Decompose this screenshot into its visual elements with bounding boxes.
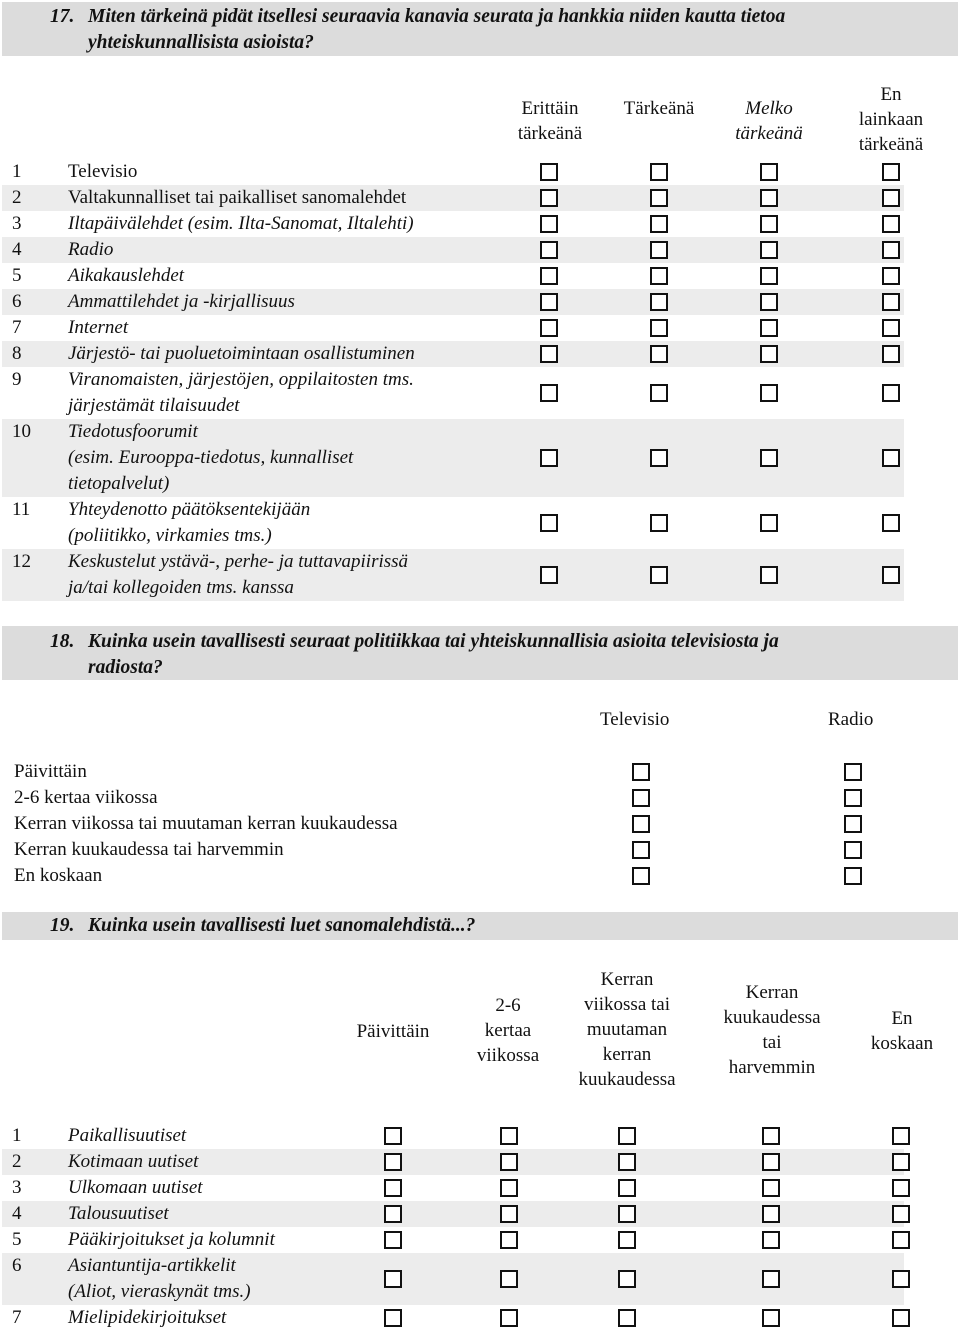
q17-row12-option1-checkbox[interactable] (540, 566, 558, 584)
q17-col-1: Erittäin tärkeänä (517, 98, 583, 144)
q17-row9-option3-checkbox[interactable] (760, 384, 778, 402)
q17-row-number: 12 (12, 551, 31, 572)
q17-row7-option4-checkbox[interactable] (882, 319, 900, 337)
q18-number: 18. (50, 631, 75, 652)
q19-row-label: Mielipidekirjoitukset (68, 1307, 227, 1328)
q19-row7-option4-checkbox[interactable] (762, 1309, 780, 1327)
q19-row-label: Pääkirjoitukset ja kolumnit (68, 1229, 275, 1250)
q17-row7-option1-checkbox[interactable] (540, 319, 558, 337)
q19-row1-option3-checkbox[interactable] (618, 1127, 636, 1145)
q17-row10-option4-checkbox[interactable] (882, 449, 900, 467)
q19-col-3: Kerran viikossa tai muutaman kerran kuukaudessa (578, 969, 676, 1090)
q17-row8-option2-checkbox[interactable] (650, 345, 668, 363)
q18-row-label: Kerran kuukaudessa tai harvemmin (14, 839, 284, 860)
q17-row-label: Iltapäivälehdet (esim. Ilta-Sanomat, Iltalehti) (68, 213, 414, 234)
q19-row5-option1-checkbox[interactable] (384, 1231, 402, 1249)
q19-row7-option2-checkbox[interactable] (500, 1309, 518, 1327)
q17-row-label: Järjestö- tai puoluetoimintaan osallistuminen (68, 343, 415, 364)
q17-row8-option3-checkbox[interactable] (760, 345, 778, 363)
q17-title-line2: yhteiskunnallisista asioista? (88, 32, 314, 53)
q17-row1-option4-checkbox[interactable] (882, 163, 900, 181)
q19-row-number: 6 (12, 1255, 22, 1276)
q17-row2-option4-checkbox[interactable] (882, 189, 900, 207)
q18-row2-radio-checkbox[interactable] (844, 789, 862, 807)
q19-row-number: 5 (12, 1229, 22, 1250)
q17-row-label: Ammattilehdet ja -kirjallisuus (68, 291, 295, 312)
q17-row5-option2-checkbox[interactable] (650, 267, 668, 285)
q19-row1-option4-checkbox[interactable] (762, 1127, 780, 1145)
q17-row4-option2-checkbox[interactable] (650, 241, 668, 259)
q18-row3-radio-checkbox[interactable] (844, 815, 862, 833)
q19-row-label: Talousuutiset (68, 1203, 169, 1224)
q17-row-label: Yhteydenotto päätöksentekijään (poliitikko, virkamies tms.) (68, 499, 311, 546)
q17-row3-option2-checkbox[interactable] (650, 215, 668, 233)
q17-row-number: 11 (12, 499, 31, 520)
q17-row2-option1-checkbox[interactable] (540, 189, 558, 207)
q17-row-label: Aikakauslehdet (68, 265, 185, 286)
q19-row4-option1-checkbox[interactable] (384, 1205, 402, 1223)
q18-row2-tv-checkbox[interactable] (632, 789, 650, 807)
q19-row-label: Asiantuntija-artikkelit (Aliot, vieraskynät tms.) (68, 1255, 251, 1302)
q18-col-radio: Radio (828, 709, 874, 730)
q17-col-2: Tärkeänä (623, 98, 695, 119)
q17-row11-option4-checkbox[interactable] (882, 514, 900, 532)
q17-row12-option2-checkbox[interactable] (650, 566, 668, 584)
q18-row-label: Päivittäin (14, 761, 87, 782)
q19-row2-option2-checkbox[interactable] (500, 1153, 518, 1171)
q17-row12-option3-checkbox[interactable] (760, 566, 778, 584)
q17-row-number: 10 (12, 421, 31, 442)
q17-row12-option4-checkbox[interactable] (882, 566, 900, 584)
q19-row7-option3-checkbox[interactable] (618, 1309, 636, 1327)
q17-row-label: Keskustelut ystävä-, perhe- ja tuttavapiirissä ja/tai kollegoiden tms. kanssa (68, 551, 409, 598)
q18-row5-radio-checkbox[interactable] (844, 867, 862, 885)
q17-row11-option3-checkbox[interactable] (760, 514, 778, 532)
q17-row9-option1-checkbox[interactable] (540, 384, 558, 402)
q17-row-label: Radio (68, 239, 114, 260)
q19-row4-option3-checkbox[interactable] (618, 1205, 636, 1223)
q17-row-number: 8 (12, 343, 22, 364)
q19-row7-option1-checkbox[interactable] (384, 1309, 402, 1327)
q19-col-2: 2-6 kertaa viikossa (476, 995, 540, 1066)
q17-row10-option3-checkbox[interactable] (760, 449, 778, 467)
q17-row-number: 6 (12, 291, 22, 312)
q19-row2-option3-checkbox[interactable] (618, 1153, 636, 1171)
q18-row4-tv-checkbox[interactable] (632, 841, 650, 859)
q17-row-label: Televisio (68, 161, 138, 182)
q17-title-line1: Miten tärkeinä pidät itsellesi seuraavia kanavia seurata ja hankkia niiden kautta tietoa (88, 6, 786, 27)
q17-row-number: 5 (12, 265, 22, 286)
q19-title-line1: Kuinka usein tavallisesti luet sanomalehdistä...? (88, 915, 476, 936)
q17-row5-option1-checkbox[interactable] (540, 267, 558, 285)
q18-title-line2: radiosta? (88, 657, 163, 678)
q17-col-3: Melko tärkeänä (735, 98, 803, 144)
q19-row-label: Paikallisuutiset (68, 1125, 187, 1146)
q17-row8-option1-checkbox[interactable] (540, 345, 558, 363)
q17-row3-option3-checkbox[interactable] (760, 215, 778, 233)
q19-col-5: En koskaan (870, 1008, 934, 1054)
q19-row5-option3-checkbox[interactable] (618, 1231, 636, 1249)
q17-row6-option4-checkbox[interactable] (882, 293, 900, 311)
q19-row-number: 7 (12, 1307, 22, 1328)
q19-row3-option5-checkbox[interactable] (892, 1179, 910, 1197)
q18-row5-tv-checkbox[interactable] (632, 867, 650, 885)
q17-row3-option1-checkbox[interactable] (540, 215, 558, 233)
q17-row-label: Viranomaisten, järjestöjen, oppilaitosten tms. järjestämät tilaisuudet (68, 369, 414, 416)
q17-col-4: En lainkaan tärkeänä (858, 84, 924, 155)
q17-row-number: 7 (12, 317, 22, 338)
q19-row6-option2-checkbox[interactable] (500, 1270, 518, 1288)
q17-number: 17. (50, 6, 75, 27)
q19-row-number: 4 (12, 1203, 22, 1224)
q17-row11-option2-checkbox[interactable] (650, 514, 668, 532)
q17-row9-option2-checkbox[interactable] (650, 384, 668, 402)
q19-col-4: Kerran kuukaudessa tai harvemmin (723, 982, 821, 1078)
q19-row6-option5-checkbox[interactable] (892, 1270, 910, 1288)
q17-row7-option3-checkbox[interactable] (760, 319, 778, 337)
q19-row1-option1-checkbox[interactable] (384, 1127, 402, 1145)
q19-row1-option2-checkbox[interactable] (500, 1127, 518, 1145)
q17-row1-option2-checkbox[interactable] (650, 163, 668, 181)
q17-row-label: Internet (68, 317, 129, 338)
q18-row1-radio-checkbox[interactable] (844, 763, 862, 781)
q17-row6-option2-checkbox[interactable] (650, 293, 668, 311)
q17-row-label: Tiedotusfoorumit (esim. Eurooppa-tiedotus, kunnalliset tietopalvelut) (68, 421, 354, 494)
q18-col-tv: Televisio (600, 709, 670, 730)
q19-row-label: Kotimaan uutiset (68, 1151, 199, 1172)
q19-row5-option4-checkbox[interactable] (762, 1231, 780, 1249)
q17-row-label: Valtakunnalliset tai paikalliset sanomalehdet (68, 187, 407, 208)
q19-col-1: Päivittäin (356, 1021, 430, 1042)
q19-row-number: 3 (12, 1177, 22, 1198)
q17-row-number: 9 (12, 369, 22, 390)
q19-row5-option2-checkbox[interactable] (500, 1231, 518, 1249)
q19-row3-option4-checkbox[interactable] (762, 1179, 780, 1197)
q17-row6-option3-checkbox[interactable] (760, 293, 778, 311)
q19-row3-option2-checkbox[interactable] (500, 1179, 518, 1197)
q17-row4-option3-checkbox[interactable] (760, 241, 778, 259)
q17-row4-option4-checkbox[interactable] (882, 241, 900, 259)
q17-row11-option1-checkbox[interactable] (540, 514, 558, 532)
q19-row2-option4-checkbox[interactable] (762, 1153, 780, 1171)
q17-row10-option2-checkbox[interactable] (650, 449, 668, 467)
q19-row2-option5-checkbox[interactable] (892, 1153, 910, 1171)
q17-header (2, 2, 958, 56)
q17-row5-option4-checkbox[interactable] (882, 267, 900, 285)
q17-row2-option3-checkbox[interactable] (760, 189, 778, 207)
q18-row-label: En koskaan (14, 865, 103, 886)
q19-row6-option1-checkbox[interactable] (384, 1270, 402, 1288)
q18-row-label: Kerran viikossa tai muutaman kerran kuukaudessa (14, 813, 398, 834)
q17-row2-option2-checkbox[interactable] (650, 189, 668, 207)
q17-row-number: 2 (12, 187, 22, 208)
q19-number: 19. (50, 915, 75, 936)
q19-row7-option5-checkbox[interactable] (892, 1309, 910, 1327)
q19-row5-option5-checkbox[interactable] (892, 1231, 910, 1249)
q19-row4-option2-checkbox[interactable] (500, 1205, 518, 1223)
q19-row-number: 2 (12, 1151, 22, 1172)
q17-row10-option1-checkbox[interactable] (540, 449, 558, 467)
q18-title-line1: Kuinka usein tavallisesti seuraat politiikkaa tai yhteiskunnallisia asioita televisiosta ja (88, 631, 779, 652)
q19-row1-option5-checkbox[interactable] (892, 1127, 910, 1145)
q17-row6-option1-checkbox[interactable] (540, 293, 558, 311)
q19-row-number: 1 (12, 1125, 22, 1146)
q18-row-label: 2-6 kertaa viikossa (14, 787, 158, 808)
q19-row3-option3-checkbox[interactable] (618, 1179, 636, 1197)
q18-row4-radio-checkbox[interactable] (844, 841, 862, 859)
q19-row6-option4-checkbox[interactable] (762, 1270, 780, 1288)
q17-row-number: 1 (12, 161, 22, 182)
q17-row1-option3-checkbox[interactable] (760, 163, 778, 181)
q18-row3-tv-checkbox[interactable] (632, 815, 650, 833)
q17-row9-option4-checkbox[interactable] (882, 384, 900, 402)
q17-row-number: 4 (12, 239, 22, 260)
q17-row8-option4-checkbox[interactable] (882, 345, 900, 363)
q18-row1-tv-checkbox[interactable] (632, 763, 650, 781)
q17-row7-option2-checkbox[interactable] (650, 319, 668, 337)
q19-row4-option5-checkbox[interactable] (892, 1205, 910, 1223)
q17-row-number: 3 (12, 213, 22, 234)
q17-row1-option1-checkbox[interactable] (540, 163, 558, 181)
q17-row3-option4-checkbox[interactable] (882, 215, 900, 233)
q19-row4-option4-checkbox[interactable] (762, 1205, 780, 1223)
q19-row-label: Ulkomaan uutiset (68, 1177, 203, 1198)
q19-row6-option3-checkbox[interactable] (618, 1270, 636, 1288)
q19-row3-option1-checkbox[interactable] (384, 1179, 402, 1197)
q18-header (2, 626, 958, 680)
q19-header (2, 912, 958, 940)
q17-row5-option3-checkbox[interactable] (760, 267, 778, 285)
q17-row4-option1-checkbox[interactable] (540, 241, 558, 259)
q19-row2-option1-checkbox[interactable] (384, 1153, 402, 1171)
